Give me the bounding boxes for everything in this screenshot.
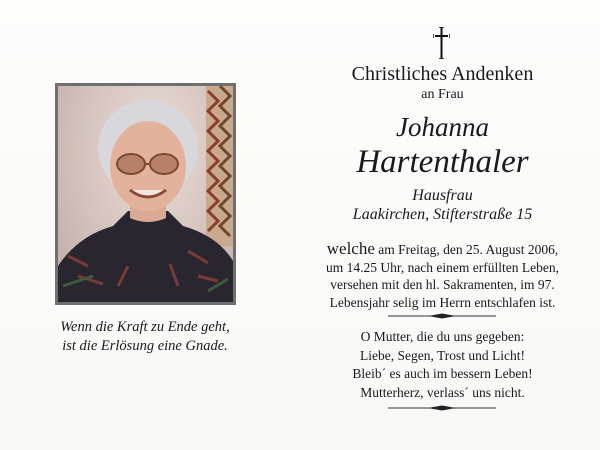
poem-line: Liebe, Segen, Trost und Licht! bbox=[360, 347, 525, 363]
heading: Christliches Andenken bbox=[351, 63, 534, 85]
cross-icon bbox=[433, 27, 450, 59]
first-name: Johanna bbox=[396, 112, 489, 142]
address: Laakirchen, Stifterstraße 15 bbox=[352, 206, 533, 223]
obituary-text bbox=[300, 240, 585, 311]
portrait-photo bbox=[58, 86, 233, 302]
poem-line: Bleib´ es auch im bessern Leben! bbox=[352, 366, 533, 381]
obituary-line-2: um 14.25 Uhr, nach einem erfüllten Leben, bbox=[325, 259, 559, 275]
salutation: an Frau bbox=[421, 87, 464, 102]
ornament-divider bbox=[388, 405, 496, 411]
caption-line-1: Wenn die Kraft zu Ende geht, bbox=[60, 319, 230, 335]
obituary-line-1: am Freitag, den 25. August 2006, bbox=[374, 242, 559, 257]
obituary-line-3: versehen mit den hl. Sakramenten, im 97. bbox=[330, 277, 555, 292]
portrait-frame bbox=[55, 83, 236, 305]
caption-line-2: ist die Erlösung eine Gnade. bbox=[62, 338, 228, 354]
poem-line: O Mutter, die du uns gegeben: bbox=[360, 329, 525, 344]
ornament-divider bbox=[388, 313, 496, 319]
occupation: Hausfrau bbox=[412, 187, 473, 204]
poem bbox=[300, 328, 585, 402]
poem-line: Mutterherz, verlass´ uns nicht. bbox=[360, 384, 525, 400]
obituary-first-word: welche bbox=[326, 239, 375, 258]
obituary-line-4: Lebensjahr selig im Herrn entschlafen ist. bbox=[329, 294, 556, 310]
last-name: Hartenthaler bbox=[356, 144, 529, 180]
